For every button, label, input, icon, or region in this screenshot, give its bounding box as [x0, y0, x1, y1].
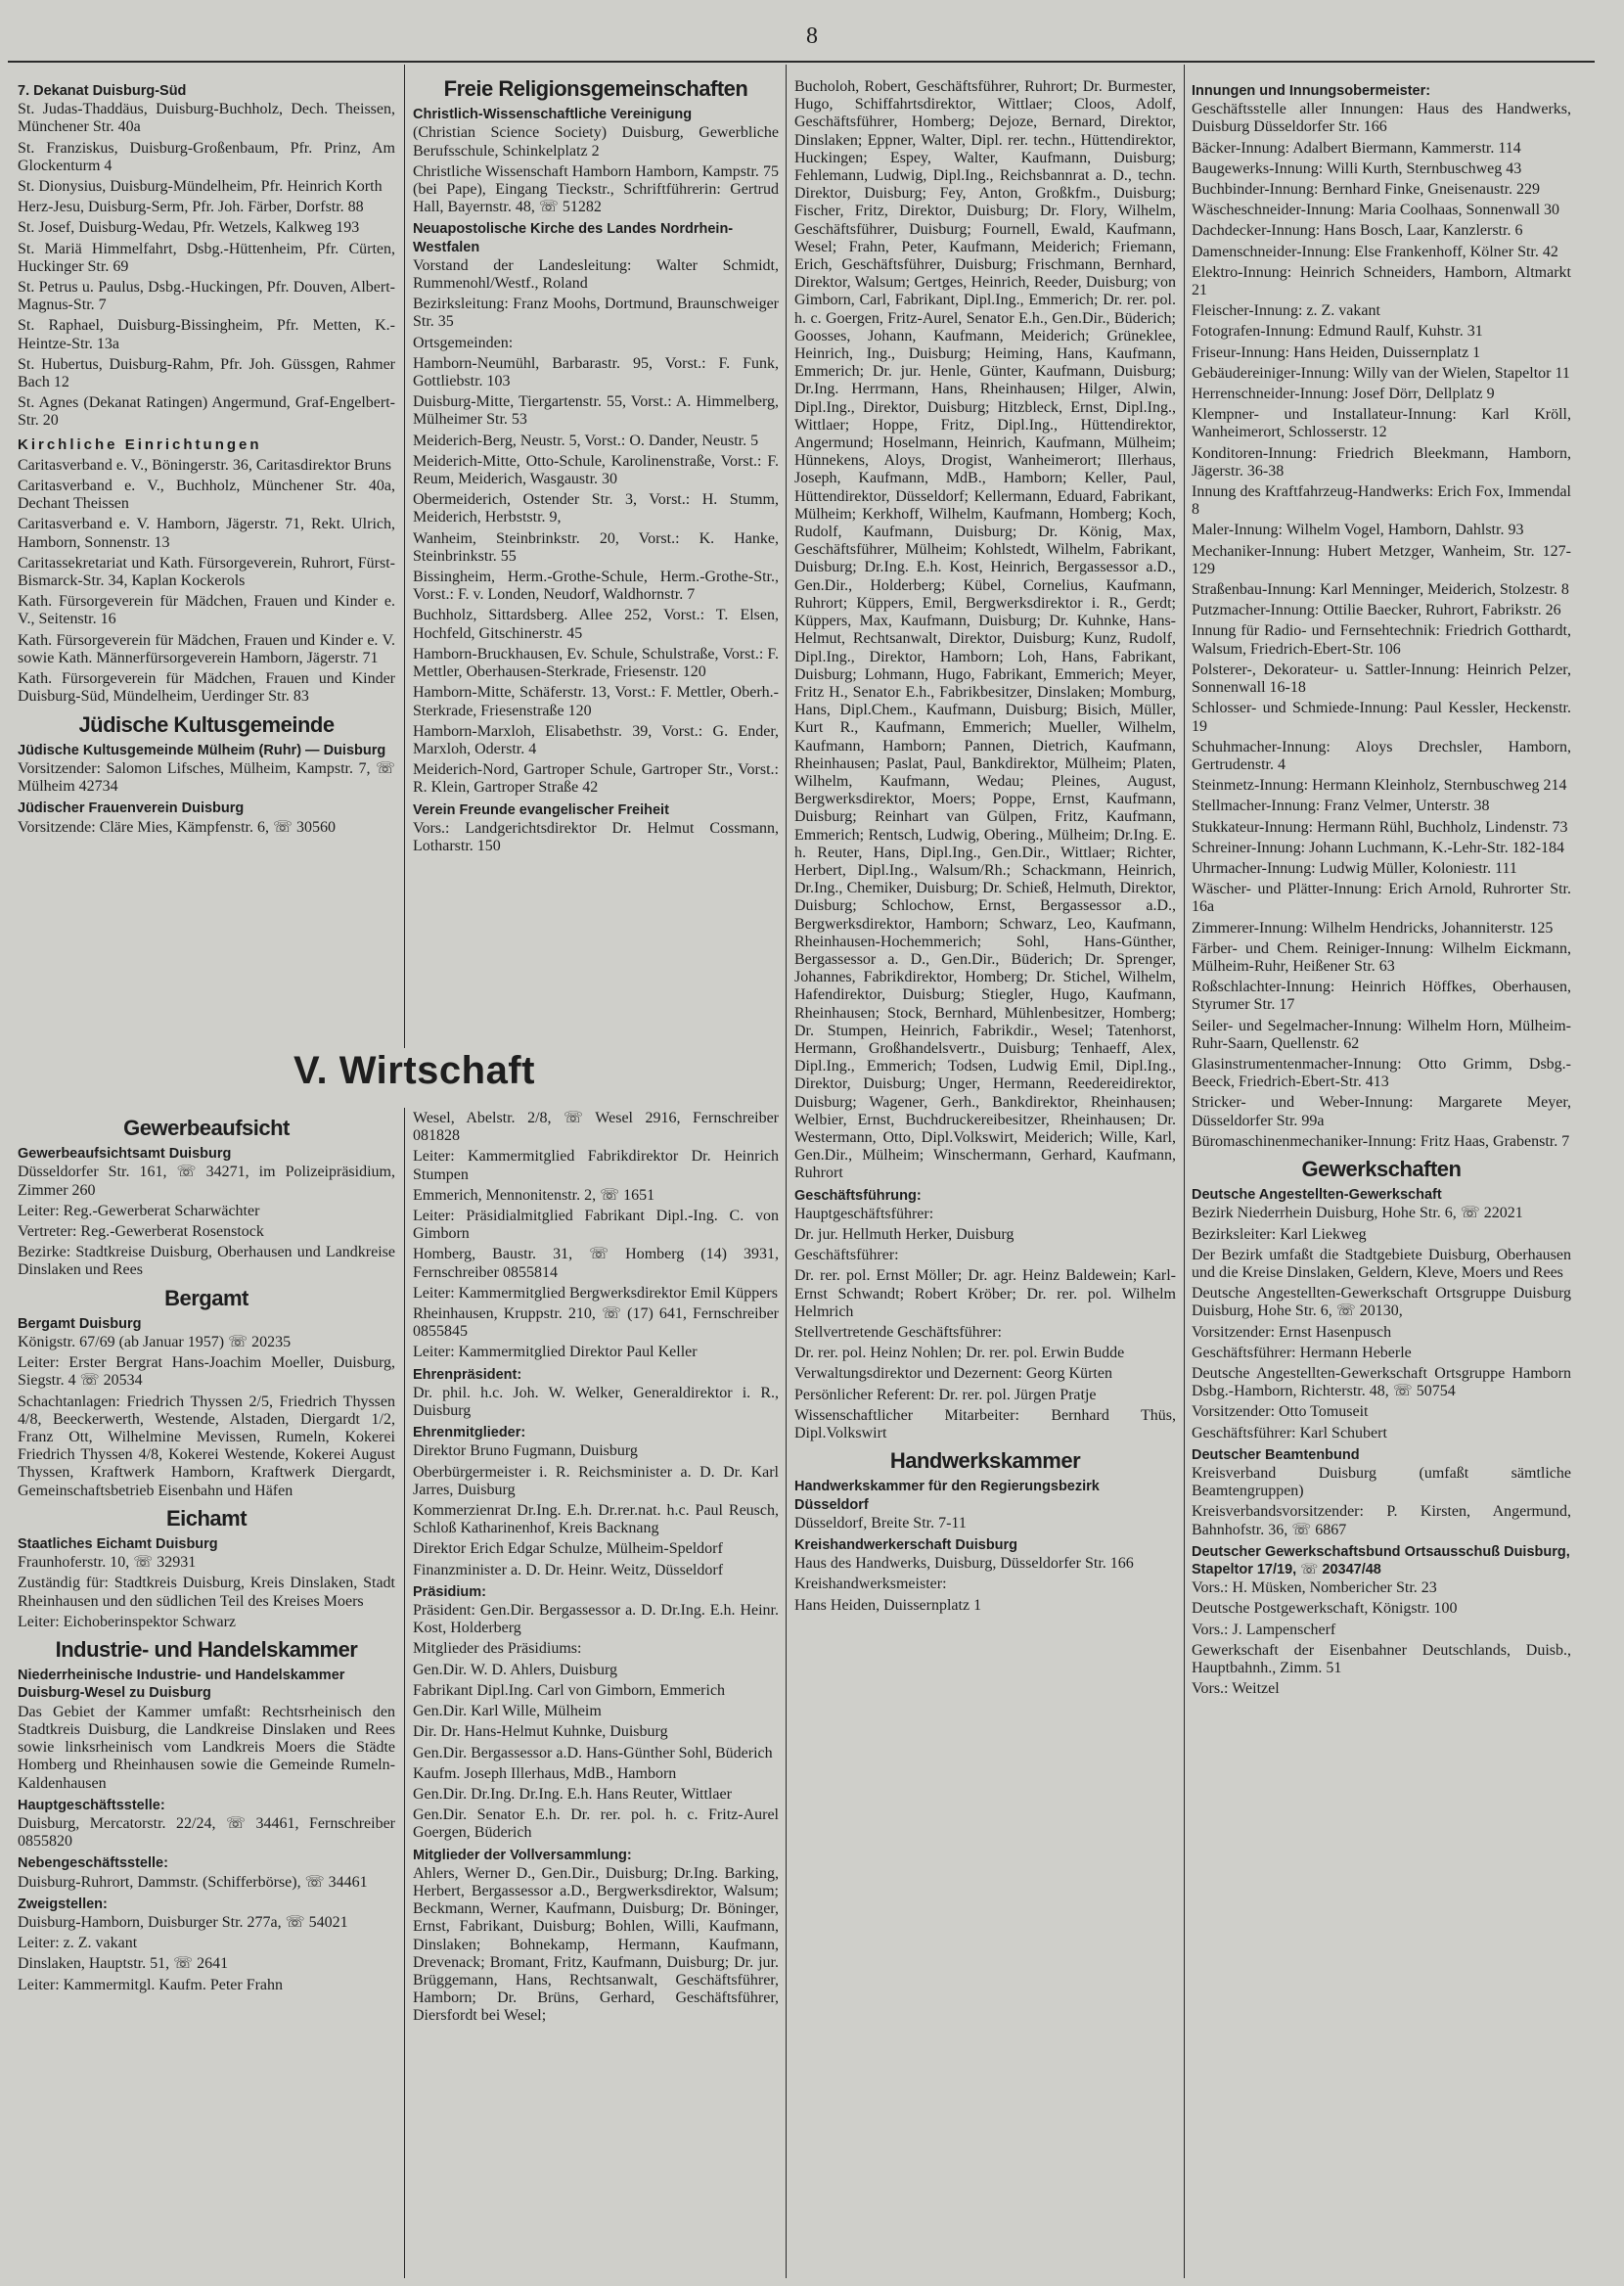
entry-text: Vors.: Landgerichtsdirektor Dr. Helmut Cossmann, Lotharstr. 150: [413, 819, 779, 854]
entry-text: St. Petrus u. Paulus, Dsbg.-Huckingen, Pfr. Douven, Albert-Magnus-Str. 7: [18, 279, 395, 314]
section-heading: Gewerkschaften: [1301, 1156, 1462, 1181]
entry-text: Leiter: Reg.-Gewerberat Scharwächter: [18, 1202, 260, 1219]
entry-text: Finanzminister a. D. Dr. Heinr. Weitz, Düsseldorf: [413, 1561, 724, 1578]
entry-text: Duisburg-Hamborn, Duisburger Str. 277a, ☏ 54021: [18, 1913, 348, 1931]
entry-text: Caritasverband e. V., Böningerstr. 36, Caritasdirektor Bruns: [18, 456, 392, 474]
entry-text: (Christian Science Society) Duisburg, Gewerbliche Berufsschule, Schinkelplatz 2: [413, 124, 779, 160]
entry-text: Geschäftsführer: Karl Schubert: [1192, 1424, 1387, 1441]
entry-text: Hans Heiden, Duissernplatz 1: [794, 1596, 982, 1614]
page-number: 8: [806, 23, 818, 49]
entry-text: Hamborn-Mitte, Schäferstr. 13, Vorst.: F. Mettler, Oberh.-Sterkrade, Friesenstraße 120: [413, 684, 779, 719]
entry-heading: Hauptgeschäftsstelle:: [18, 1797, 165, 1813]
section-subheading: Kirchliche Einrichtungen: [18, 435, 262, 453]
top-rule: [8, 61, 1595, 63]
entry-text: Uhrmacher-Innung: Ludwig Müller, Koloniestr. 111: [1192, 859, 1517, 877]
entry-text: Schuhmacher-Innung: Aloys Drechsler, Hamborn, Gertrudenstr. 4: [1192, 738, 1571, 773]
entry-text: Leiter: Eichoberinspektor Schwarz: [18, 1613, 237, 1630]
entry-text: Wissenschaftlicher Mitarbeiter: Bernhard Thüs, Dipl.Volkswirt: [794, 1406, 1176, 1442]
entry-text: Direktor Erich Edgar Schulze, Mülheim-Speldorf: [413, 1540, 723, 1558]
entry-text: Hamborn-Bruckhausen, Ev. Schule, Schulstraße, Vorst.: F. Mettler, Oberhausen-Sterkrade, Friesenstr. 120: [413, 645, 779, 681]
entry-text: Bäcker-Innung: Adalbert Biermann, Kammerstr. 114: [1192, 139, 1521, 157]
entry-text: Gen.Dir. W. D. Ahlers, Duisburg: [413, 1661, 618, 1678]
entry-heading: Christlich-Wissenschaftliche Vereinigung: [413, 107, 693, 123]
entry-text: St. Mariä Himmelfahrt, Dsbg.-Hüttenheim, Pfr. Cürten, Huckinger Str. 69: [18, 240, 395, 275]
entry-text: Präsident: Gen.Dir. Bergassessor a. D. Dr.Ing. E.h. Heinr. Kost, Holderberg: [413, 1602, 779, 1637]
entry-text: Wäscheschneider-Innung: Maria Coolhaas, Sonnenwall 30: [1192, 202, 1560, 219]
column-2-lower: [413, 1110, 779, 2280]
entry-text: Duisburg, Mercatorstr. 22/24, ☏ 34461, Fernschreiber 0855820: [18, 1814, 395, 1851]
entry-heading: Deutscher Gewerkschaftsbund Ortsausschuß Duisburg, Stapeltor 17/19, ☏ 20347/48: [1192, 1543, 1570, 1578]
entry-text: Kaufm. Joseph Illerhaus, MdB., Hamborn: [413, 1764, 677, 1782]
entry-text: Gen.Dir. Bergassessor a.D. Hans-Günther Sohl, Büderich: [413, 1744, 773, 1761]
entry-text: St. Dionysius, Duisburg-Mündelheim, Pfr. Heinrich Korth: [18, 178, 383, 196]
entry-text: Stukkateur-Innung: Hermann Rühl, Buchholz, Lindenstr. 73: [1192, 818, 1568, 836]
entry-text: Wäscher- und Plätter-Innung: Erich Arnold, Ruhrorter Str. 16a: [1192, 881, 1571, 916]
entry-text: Emmerich, Mennonitenstr. 2, ☏ 1651: [413, 1186, 655, 1204]
entry-text: Caritasverband e. V. Hamborn, Jägerstr. 71, Rekt. Ulrich, Hamborn, Sonnenstr. 13: [18, 516, 395, 551]
section-heading: Eichamt: [165, 1505, 248, 1531]
entry-text: Persönlicher Referent: Dr. rer. pol. Jürgen Pratje: [794, 1386, 1097, 1403]
entry-text: St. Hubertus, Duisburg-Rahm, Pfr. Joh. Güssgen, Rahmer Bach 12: [18, 355, 395, 391]
entry-text: Bezirksleiter: Karl Liekweg: [1192, 1225, 1367, 1243]
entry-text: Maler-Innung: Wilhelm Vogel, Hamborn, Dahlstr. 93: [1192, 522, 1524, 539]
entry-text: Verwaltungsdirektor und Dezernent: Georg Kürten: [794, 1365, 1112, 1383]
entry-text: Duisburg-Mitte, Tiergartenstr. 55, Vorst.: A. Himmelberg, Mülheimer Str. 53: [413, 393, 779, 429]
entry-text: Mitglieder des Präsidiums:: [413, 1640, 582, 1658]
entry-text: Leiter: Erster Bergrat Hans-Joachim Moeller, Duisburg, Siegstr. 4 ☏ 20534: [18, 1354, 395, 1390]
entry-heading: Gewerbeaufsichtsamt Duisburg: [18, 1146, 232, 1163]
entry-text: Der Bezirk umfaßt die Stadtgebiete Duisburg, Oberhausen und die Kreise Dinslaken, Geldern, Kleve, Moers und Rees: [1192, 1246, 1571, 1281]
entry-text: Deutsche Postgewerkschaft, Königstr. 100: [1192, 1600, 1458, 1618]
column-4: [1192, 78, 1571, 2278]
column-2: [413, 70, 779, 1049]
entry-heading: Deutscher Beamtenbund: [1192, 1446, 1360, 1463]
entry-heading: Nebengeschäftsstelle:: [18, 1855, 168, 1872]
entry-text: Vorsitzender: Ernst Hasenpusch: [1192, 1323, 1392, 1341]
entry-text: Polsterer-, Dekorateur- u. Sattler-Innung: Heinrich Pelzer, Sonnenwall 16-18: [1192, 661, 1571, 697]
entry-text: Fotografen-Innung: Edmund Raulf, Kuhstr. 31: [1192, 323, 1483, 341]
section-heading: Freie Religionsgemeinschaften: [443, 76, 748, 101]
entry-text: Kath. Fürsorgeverein für Mädchen, Frauen und Kinder e. V., Seitenstr. 16: [18, 593, 395, 628]
entry-heading: Ehrenpräsident:: [413, 1366, 522, 1383]
entry-text: Innung des Kraftfahrzeug-Handwerks: Erich Fox, Immendal 8: [1192, 483, 1571, 519]
entry-text: Christliche Wissenschaft Hamborn Hamborn, Kampstr. 75 (bei Pape), Eingang Tieckstr., Schriftführerin: Gertrud Hall, Bayernstr. 48, ☏ 51282: [413, 162, 779, 216]
entry-heading: 7. Dekanat Duisburg-Süd: [18, 83, 187, 99]
entry-text: Schachtanlagen: Friedrich Thyssen 2/5, Friedrich Thyssen 4/8, Beeckerwerth, Westende, Alstaden, Diergardt 1/2, Franz Ott, Wilhelmine Mevissen, Rumeln, Kokerei Friedrich Thyssen 4/8, Kokerei Westende, Kokerei August Thyssen, Kraftwerk Hamborn, Kraftwerk Diergardt, Gemeinschaftsbetrieb Eisenbahn und Häfen: [18, 1393, 395, 1499]
entry-text: Homberg, Baustr. 31, ☏ Homberg (14) 3931, Fernschreiber 0855814: [413, 1246, 779, 1281]
entry-text: Meiderich-Nord, Gartroper Schule, Gartroper Str., Vorst.: R. Klein, Gartroper Straße 42: [413, 761, 779, 797]
entry-text: Düsseldorf, Breite Str. 7-11: [794, 1514, 967, 1532]
entry-heading: Staatliches Eichamt Duisburg: [18, 1536, 218, 1553]
entry-text: Elektro-Innung: Heinrich Schneiders, Hamborn, Altmarkt 21: [1192, 263, 1571, 299]
column-3: [794, 78, 1176, 2278]
entry-text: Kreishandwerksmeister:: [794, 1576, 947, 1593]
entry-text: Caritassekretariat und Kath. Fürsorgeverein, Ruhrort, Fürst-Bismarck-Str. 34, Kaplan Kockerols: [18, 554, 395, 590]
entry-text: Leiter: Kammermitglied Direktor Paul Keller: [413, 1344, 698, 1361]
entry-text: Düsseldorfer Str. 161, ☏ 34271, im Polizeipräsidium, Zimmer 260: [18, 1164, 395, 1199]
entry-text: Gewerkschaft der Eisenbahner Deutschlands, Duisb., Hauptbahnh., Zimm. 51: [1192, 1641, 1571, 1677]
entry-heading: Kreishandwerkerschaft Duisburg: [794, 1537, 1018, 1554]
entry-text: Bezirke: Stadtkreise Duisburg, Oberhausen und Landkreise Dinslaken und Rees: [18, 1244, 395, 1279]
entry-text: Straßenbau-Innung: Karl Menninger, Meiderich, Stolzestr. 8: [1192, 581, 1569, 599]
entry-text: Leiter: Präsidialmitglied Fabrikant Dipl.-Ing. C. von Gimborn: [413, 1208, 779, 1243]
entry-text: Schreiner-Innung: Johann Luchmann, K.-Lehr-Str. 182-184: [1192, 839, 1565, 856]
entry-text: Büromaschinenmechaniker-Innung: Fritz Haas, Grabenstr. 7: [1192, 1132, 1570, 1150]
entry-heading: Innungen und Innungsobermeister:: [1192, 83, 1431, 99]
entry-text: Kath. Fürsorgeverein für Mädchen, Frauen und Kinder Duisburg-Süd, Mündelheim, Uerdinger Str. 83: [18, 670, 395, 706]
section-heading: Gewerbeaufsicht: [123, 1116, 290, 1140]
entry-text: Gebäudereiniger-Innung: Willy van der Wielen, Stapeltor 11: [1192, 364, 1570, 382]
entry-text: Haus des Handwerks, Duisburg, Düsseldorfer Str. 166: [794, 1555, 1134, 1573]
entry-text: Kreisverbandsvorsitzender: P. Kirsten, Angermund, Bahnhofstr. 36, ☏ 6867: [1192, 1503, 1571, 1538]
entry-text: Fabrikant Dipl.Ing. Carl von Gimborn, Emmerich: [413, 1681, 726, 1699]
section-title: V. Wirtschaft: [293, 1049, 535, 1092]
entry-heading: Ehrenmitglieder:: [413, 1425, 526, 1441]
entry-text: Vorsitzende: Cläre Mies, Kämpfenstr. 6, ☏ 30560: [18, 818, 336, 836]
entry-text: Vorsitzender: Salomon Lifsches, Mülheim, Kampstr. 7, ☏ Mülheim 42734: [18, 759, 395, 796]
section-heading: Jüdische Kultusgemeinde: [78, 711, 335, 737]
entry-text: Wanheim, Steinbrinkstr. 20, Vorst.: K. Hanke, Steinbrinkstr. 55: [413, 529, 779, 565]
entry-heading: Handwerkskammer für den Regierungsbezirk Düsseldorf: [794, 1479, 1100, 1513]
entry-text: Geschäftsstelle aller Innungen: Haus des Handwerks, Duisburg Düsseldorfer Str. 166: [1192, 101, 1571, 136]
entry-text: Das Gebiet der Kammer umfaßt: Rechtsrheinisch den Stadtkreis Duisburg, die Landkreise Dinslaken und Rees sowie linksrheinisch vom Landkreis Moers die Städte Homberg und Rheinhausen sowie die Gemeinde Rumeln-Kaldenhausen: [18, 1703, 395, 1792]
entry-text: Mechaniker-Innung: Hubert Metzger, Wanheim, Str. 127-129: [1192, 542, 1571, 577]
entry-text: Kath. Fürsorgeverein für Mädchen, Frauen und Kinder e. V. sowie Kath. Männerfürsorgeverein Hamborn, Jägerstr. 71: [18, 631, 395, 666]
entry-text: Buchholz, Sittardsberg. Allee 252, Vorst.: T. Elsen, Hochfeld, Gitschinerstr. 45: [413, 607, 779, 642]
entry-text: St. Judas-Thaddäus, Duisburg-Buchholz, Dech. Theissen, Münchener Str. 40a: [18, 101, 395, 136]
section-heading: Industrie- und Handelskammer: [55, 1637, 358, 1663]
column-divider: [1184, 65, 1185, 2278]
entry-text: Leiter: Kammermitglied Fabrikdirektor Dr. Heinrich Stumpen: [413, 1148, 779, 1183]
entry-text: St. Josef, Duisburg-Wedau, Pfr. Wetzels, Kalkweg 193: [18, 219, 360, 237]
entry-text: Roßschlachter-Innung: Heinrich Höffkes, Oberhausen, Styrumer Str. 17: [1192, 979, 1571, 1014]
entry-heading: Zweigstellen:: [18, 1896, 108, 1912]
entry-text: Friseur-Innung: Hans Heiden, Duissernplatz 1: [1192, 343, 1481, 361]
entry-text: Ortsgemeinden:: [413, 334, 514, 351]
entry-text: Putzmacher-Innung: Ottilie Baecker, Ruhrort, Fabrikstr. 26: [1192, 602, 1561, 619]
column-divider: [404, 1108, 405, 2278]
entry-text: Vors.: Weitzel: [1192, 1680, 1280, 1698]
entry-text: Leiter: Kammermitgl. Kaufm. Peter Frahn: [18, 1976, 284, 1993]
entry-text: Zimmerer-Innung: Wilhelm Hendricks, Johanniterstr. 125: [1192, 919, 1554, 937]
entry-text: Gen.Dir. Dr.Ing. Dr.Ing. E.h. Hans Reuter, Wittlaer: [413, 1785, 732, 1803]
entry-text: Bezirksleitung: Franz Moohs, Dortmund, Braunschweiger Str. 35: [413, 296, 779, 331]
entry-heading: Verein Freunde evangelischer Freiheit: [413, 801, 669, 818]
entry-heading: Niederrheinische Industrie- und Handelskammer Duisburg-Wesel zu Duisburg: [18, 1668, 345, 1702]
entry-text: Dr. phil. h.c. Joh. W. Welker, Generaldirektor i. R., Duisburg: [413, 1384, 779, 1420]
entry-text: Deutsche Angestellten-Gewerkschaft Ortsgruppe Hamborn Dsbg.-Hamborn, Richterstr. 48, ☏ 50754: [1192, 1365, 1571, 1400]
entry-text: Vertreter: Reg.-Gewerberat Rosenstock: [18, 1223, 264, 1241]
entry-text: Stricker- und Weber-Innung: Margarete Meyer, Düsseldorfer Str. 99a: [1192, 1094, 1571, 1129]
entry-text: Klempner- und Installateur-Innung: Karl Kröll, Wanheimerort, Schlosserstr. 12: [1192, 406, 1571, 441]
entry-heading: Geschäftsführung:: [794, 1187, 922, 1204]
entry-text: Direktor Bruno Fugmann, Duisburg: [413, 1442, 638, 1460]
entry-text: St. Raphael, Duisburg-Bissingheim, Pfr. Metten, K.-Heintze-Str. 13a: [18, 317, 395, 352]
entry-text: Meiderich-Berg, Neustr. 5, Vorst.: O. Dander, Neustr. 5: [413, 432, 759, 449]
entry-text: Rheinhausen, Kruppstr. 210, ☏ (17) 641, Fernschreiber 0855845: [413, 1305, 779, 1341]
column-divider: [786, 65, 787, 2278]
entry-text: Damenschneider-Innung: Else Frankenhoff, Kölner Str. 42: [1192, 243, 1558, 260]
entry-heading: Deutsche Angestellten-Gewerkschaft: [1192, 1187, 1442, 1204]
entry-text: Gen.Dir. Senator E.h. Dr. rer. pol. h. c. Fritz-Aurel Goergen, Büderich: [413, 1806, 779, 1842]
entry-text: Schlosser- und Schmiede-Innung: Paul Kessler, Heckenstr. 19: [1192, 700, 1571, 735]
entry-text: St. Agnes (Dekanat Ratingen) Angermund, Graf-Engelbert-Str. 20: [18, 394, 395, 430]
entry-text: Stellmacher-Innung: Franz Velmer, Unterstr. 38: [1192, 798, 1490, 815]
entry-heading: Neuapostolische Kirche des Landes Nordrhein-Westfalen: [413, 221, 734, 255]
entry-text: Wesel, Abelstr. 2/8, ☏ Wesel 2916, Fernschreiber 081828: [413, 1110, 779, 1145]
column-1: [18, 78, 395, 1057]
entry-text: Seiler- und Segelmacher-Innung: Wilhelm Horn, Mülheim-Ruhr-Saarn, Quellenstr. 62: [1192, 1017, 1571, 1052]
entry-heading: Präsidium:: [413, 1583, 486, 1600]
entry-text: Obermeiderich, Ostender Str. 3, Vorst.: H. Stumm, Meiderich, Herbststr. 9,: [413, 491, 779, 526]
entry-text: Duisburg-Ruhrort, Dammstr. (Schifferbörse), ☏ 34461: [18, 1873, 368, 1891]
entry-text: Geschäftsführer:: [794, 1247, 899, 1264]
entry-text: Vors.: J. Lampenscherf: [1192, 1621, 1336, 1638]
entry-text: Stellvertretende Geschäftsführer:: [794, 1324, 1002, 1342]
section-heading: Bergamt: [164, 1285, 248, 1310]
entry-heading: Bergamt Duisburg: [18, 1315, 142, 1332]
entry-text: Steinmetz-Innung: Hermann Kleinholz, Sternbuschweg 214: [1192, 777, 1567, 795]
entry-text: Meiderich-Mitte, Otto-Schule, Karolinenstraße, Vorst.: F. Reum, Meiderich, Wasgaustr. 30: [413, 452, 779, 488]
entry-text: Herz-Jesu, Duisburg-Serm, Pfr. Joh. Färber, Dorfstr. 88: [18, 199, 364, 216]
entry-text: Dachdecker-Innung: Hans Bosch, Laar, Kanzlerstr. 6: [1192, 222, 1523, 240]
entry-text: Färber- und Chem. Reiniger-Innung: Wilhelm Eickmann, Mülheim-Ruhr, Heißener Str. 63: [1192, 939, 1571, 975]
entry-text: Baugewerks-Innung: Willi Kurth, Sternbuschweg 43: [1192, 160, 1522, 177]
entry-text: Leiter: Kammermitglied Bergwerksdirektor Emil Küppers: [413, 1284, 778, 1302]
entry-heading: Jüdischer Frauenverein Duisburg: [18, 800, 245, 817]
entry-heading: Mitglieder der Vollversammlung:: [413, 1847, 632, 1863]
entry-text: Gen.Dir. Karl Wille, Mülheim: [413, 1703, 602, 1720]
entry-text: Bissingheim, Herm.-Grothe-Schule, Herm.-Grothe-Str., Vorst.: F. v. Londen, Neudorf, Waldhornstr. 7: [413, 569, 779, 604]
entry-text: Hauptgeschäftsführer:: [794, 1205, 934, 1222]
entry-text: Leiter: z. Z. vakant: [18, 1935, 138, 1952]
entry-text: Caritasverband e. V., Buchholz, Münchener Str. 40a, Dechant Theissen: [18, 478, 395, 513]
entry-text: Kommerzienrat Dr.Ing. E.h. Dr.rer.nat. h.c. Paul Reusch, Schloß Katharinenhof, Kreis Backnang: [413, 1502, 779, 1537]
entry-text: Ahlers, Werner D., Gen.Dir., Duisburg; Dr.Ing. Barking, Herbert, Bergassessor a.D., Bergwerksdirektor, Walsum; Beckmann, Werner, Kaufmann, Duisburg; Dr. Böninger, Ernst, Fabrikant, Duisburg; Bohlen, Willi, Kaufmann, Dinslaken; Bohnekamp, Hermann, Kaufmann, Drevenack; Bromant, Fritz, Kaufmann, Duisburg; Dr. jur. Brüggemann, Hans, Rechtsanwalt, Geschäftsführer, Hamborn; Dr. Brüns, Gerhard, Geschäftsführer, Diersfordt bei Wesel;: [413, 1864, 779, 2025]
entry-heading: Jüdische Kultusgemeinde Mülheim (Ruhr) — Duisburg: [18, 742, 386, 758]
entry-text: Dir. Dr. Hans-Helmut Kuhnke, Duisburg: [413, 1723, 668, 1741]
entry-text: Vorsitzender: Otto Tomuseit: [1192, 1403, 1369, 1421]
entry-text: Hamborn-Marxloh, Elisabethstr. 39, Vorst.: G. Ender, Marxloh, Oderstr. 4: [413, 722, 779, 757]
entry-text: Kreisverband Duisburg (umfaßt sämtliche Beamtengruppen): [1192, 1465, 1571, 1500]
entry-text: Königstr. 67/69 (ab Januar 1957) ☏ 20235: [18, 1334, 292, 1351]
entry-text: Dr. rer. pol. Heinz Nohlen; Dr. rer. pol. Erwin Budde: [794, 1345, 1125, 1362]
entry-text: Fleischer-Innung: z. Z. vakant: [1192, 302, 1380, 320]
entry-text: Bucholoh, Robert, Geschäftsführer, Ruhrort; Dr. Burmester, Hugo, Schiffahrtsdirektor, Wittlaer; Cloos, Adolf, Geschäftsführer, Homberg; Dejoze, Bernard, Direktor, Dinslaken; Eppner, Walter, Dipl. rer. techn., Hüttendirektor, Huckingen; Espey, Walter, Kaufmann, Duisburg; Fehlemann, Ludwig, Dipl.Ing., Reichsbannrat a. D., techn. Direktor, Duisburg; Fey, Anton, Großkfm., Duisburg; Fischer, Fritz, Direktor, Duisburg; Dr. Flory, Wilhelm, Geschäftsführer, Duisburg; Fournell, Ewald, Kaufmann, Wesel; Frahn, Peter, Kaufmann, Meiderich; Friemann, Erich, Geschäftsführer, Duisburg; Frischmann, Bernhard, Direktor, Walsum; Gertges, Heinrich, Reeder, Duisburg; von Gimborn, Carl, Fabrikant, Dipl.Ing., Emmerich; Dr. rer. pol. h. c. Goergen, Fritz-Aurel, Senator E.h., Gen.Dir., Büderich; Goosses, Johann, Kaufmann, Meiderich; Grüneklee, Heinrich, Ing., Duisburg; Heiming, Hans, Kaufmann, Emmerich; Dr. jur. Henle, Günter, Kaufmann, Duisburg; Dr.Ing. Herrmann, Hans, Rheinhausen; Hilger, Alwin, Dipl.Ing., Direktor, Duisburg; Hitzbleck, Ernst, Dipl.Ing., Wittlaer; Hoppe, Fritz, Dipl.Ing., Hüttendirektor, Angermund; Hoselmann, Heinrich, Kaufmann, Mülheim; Hünnekens, Aloys, Drogist, Wanheimerort; Illerhaus, Joseph, Kaufmann, MdB., Hamborn; Keller, Paul, Hüttendirektor, Düsseldorf; Kellermann, Eduard, Fabrikant, Mülheim; Kerkhoff, Wilhelm, Kaufmann, Homberg; Koch, Rudolf, Kaufmann, Duisburg; Dr. König, Max, Geschäftsführer, Mülheim; Kohlstedt, Wilhelm, Fabrikant, Duisburg; Dr.Ing. E.h. Kost, Heinrich, Bergassessor a.D., Gen.Dir., Holderberg; Kübel, Cornelius, Kaufmann, Ruhrort; Küppers, Emil, Bergwerksdirektor i. R., Gerdt; Küppers, Max, Kaufmann, Duisburg; Dr. Kuhnke, Hans-Helmut, Rechtsanwalt, Direktor, Duisburg; Kunz, Rudolf, Dipl.Ing., Direktor, Hamborn; Loh, Hans, Fabrikant, Duisburg; Lohmann, Hugo, Fabrikant, Emmerich; Meyer, Fritz H., Senator E.h., Fabrikbesitzer, Dinslaken; Momburg, Hans, Dipl.Chem., Kaufmann, Duisburg; Bisich, Müller, Kurt R., Kaufmann, Emmerich; Mueller, Wilhelm, Kaufmann, Hamborn; Pannen, Dietrich, Kaufmann, Rheinhausen; Paslat, Paul, Bankdirektor, Mülheim; Platen, Wilhelm, Kaufmann, Wedau; Pleines, August, Bergwerksdirektor, Moers; Poppe, Ernst, Kaufmann, Duisburg; Reinhart van Gülpen, Fritz, Kaufmann, Emmerich; Rentsch, Ludwig, Obering., Mülheim; Dr.Ing. E. h. Reuter, Hans, Dipl.Ing., Gen.Dir., Wittlaer; Richter, Herbert, Dipl.Ing., Walsum/Rh.; Schackmann, Heinrich, Dr.Ing., Chemiker, Duisburg; Dr. Schieß, Helmuth, Direktor, Duisburg; Schlochow, Ernst, Bergassessor a.D., Bergwerksdirektor, Hamborn; Schwarz, Leo, Kaufmann, Rheinhausen-Hochemmerich; Sohl, Hans-Günther, Bergassessor a. D., Gen.Dir., Büderich; Dr. Sprenger, Johannes, Fabrikdirektor, Homberg; Dr. Stichel, Wilhelm, Hafendirektor, Duisburg; Stiegler, Hugo, Kaufmann, Rheinhausen; Stock, Bernhard, Mühlenbesitzer, Homberg; Dr. Stumpen, Heinrich, Fabrikdir., Wesel; Tatenhorst, Hermann, Großhandelsvertr., Duisburg; Tenhaeff, Alex, Dipl.Ing., Emmerich; Todsen, Ludwig Emil, Dipl.Ing., Direktor, Duisburg; Unger, Hermann, Reedereidirektor, Duisburg; Wagener, Gerh., Bankdirektor, Rheinhausen; Welbier, Ernst, Buchdruckereibesitzer, Rheinhausen; Dr. Westermann, Otto, Dipl.Volkswirt, Meiderich; Wille, Karl, Gen.Dir., Mülheim; Winschermann, Gerhard, Kaufmann, Ruhrort: [794, 78, 1176, 1182]
entry-text: Buchbinder-Innung: Bernhard Finke, Gneisenaustr. 229: [1192, 181, 1541, 199]
entry-text: Vorstand der Landesleitung: Walter Schmidt, Rummenohl/Westf., Roland: [413, 256, 779, 293]
section-heading: Handwerkskammer: [889, 1448, 1081, 1474]
entry-text: Konditoren-Innung: Friedrich Bleekmann, Hamborn, Jägerstr. 36-38: [1192, 444, 1571, 480]
entry-text: Innung für Radio- und Fernsehtechnik: Friedrich Gotthardt, Walsum, Friedrich-Ebert-Str. 106: [1192, 622, 1571, 658]
column-divider: [404, 65, 405, 1048]
entry-text: Bezirk Niederrhein Duisburg, Hohe Str. 6, ☏ 22021: [1192, 1205, 1523, 1222]
entry-text: Herrenschneider-Innung: Josef Dörr, Dellplatz 9: [1192, 386, 1495, 403]
entry-text: Dinslaken, Hauptstr. 51, ☏ 2641: [18, 1955, 229, 1973]
column-1-lower: [18, 1110, 395, 2280]
entry-text: Deutsche Angestellten-Gewerkschaft Ortsgruppe Duisburg Duisburg, Hohe Str. 6, ☏ 20130,: [1192, 1285, 1571, 1320]
entry-text: St. Franziskus, Duisburg-Großenbaum, Pfr. Prinz, Am Glockenturm 4: [18, 139, 395, 174]
entry-text: Dr. jur. Hellmuth Herker, Duisburg: [794, 1226, 1015, 1243]
entry-text: Vors.: H. Müsken, Nombericher Str. 23: [1192, 1579, 1437, 1597]
entry-text: Glasinstrumentenmacher-Innung: Otto Grimm, Dsbg.-Beeck, Friedrich-Ebert-Str. 413: [1192, 1055, 1571, 1091]
entry-text: Fraunhoferstr. 10, ☏ 32931: [18, 1554, 197, 1572]
entry-text: Oberbürgermeister i. R. Reichsminister a. D. Dr. Karl Jarres, Duisburg: [413, 1463, 779, 1498]
entry-text: Dr. rer. pol. Ernst Möller; Dr. agr. Heinz Baldewein; Karl-Ernst Schwandt; Robert Kröber; Dr. rer. pol. Wilhelm Helmrich: [794, 1267, 1176, 1320]
entry-text: Zuständig für: Stadtkreis Duisburg, Kreis Dinslaken, Stadt Rheinhausen und den südlichen Teil des Kreises Moers: [18, 1575, 395, 1610]
entry-text: Geschäftsführer: Hermann Heberle: [1192, 1344, 1412, 1361]
entry-text: Hamborn-Neumühl, Barbarastr. 95, Vorst.: F. Funk, Gottliebstr. 103: [413, 354, 779, 390]
